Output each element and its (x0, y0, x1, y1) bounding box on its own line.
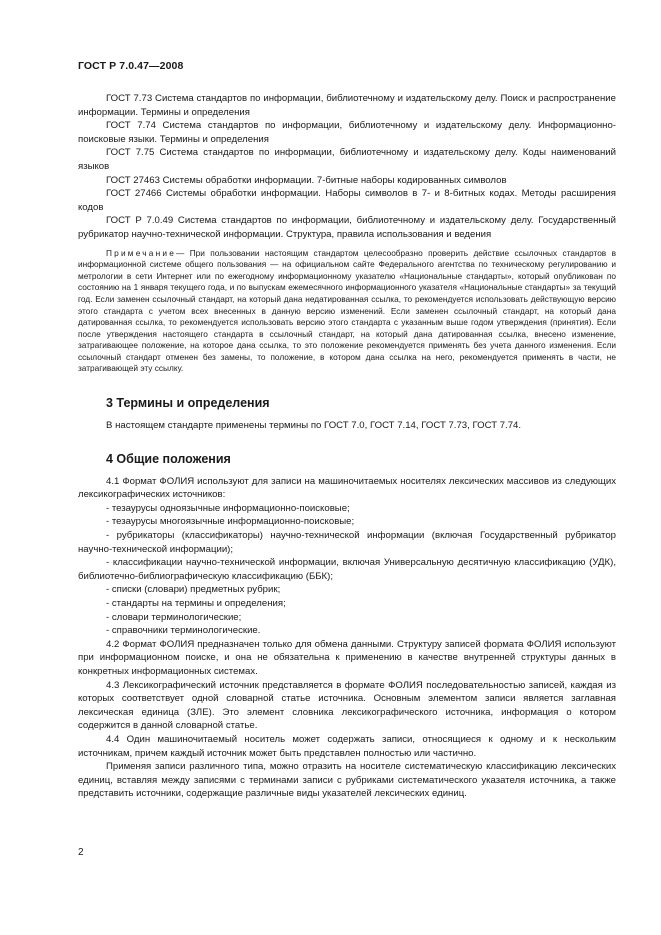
note-label: Примечание (106, 247, 177, 258)
reference-gost-7-73: ГОСТ 7.73 Система стандартов по информации, библиотечному и издательскому делу. Поиск и распространение информации. Термины и определения (78, 93, 616, 118)
clause-4-4: 4.4 Один машиночитаемый носитель может содержать записи, относящиеся к одному и к нескольким источникам, причем каждый источник может быть представлен полностью или частично. (78, 733, 616, 759)
list-item: - списки (словари) предметных рубрик; (106, 584, 281, 596)
section-4-heading: 4 Общие положения (106, 451, 231, 466)
reference-gost-7-74: ГОСТ 7.74 Система стандартов по информации, библиотечному и издательскому делу. Информационно-поисковые языки. Термины и определения (78, 120, 616, 145)
page-header: ГОСТ Р 7.0.47—2008 (78, 60, 184, 72)
section-3-heading: 3 Термины и определения (106, 396, 270, 411)
list-item: - рубрикаторы (классификаторы) научно-технической информации (включая Государственный рубрикатор научно-технической информации); (78, 530, 616, 555)
clause-4-3: 4.3 Лексикографический источник представляется в формате ФОЛИЯ последовательностью записей, каждая из которых соответствует одной словарной статье источника. Основным элементом записи является заглавная лексическая единица (ЗЛЕ). Это элемент словника лексикографического источника, информация о котором содержится в данной словарной статье. (78, 679, 616, 732)
clause-4-1: 4.1 Формат ФОЛИЯ используют для записи на машиночитаемых носителях лексических массивов из следующих лексикографических источников: (78, 475, 616, 501)
page-number: 2 (78, 847, 84, 858)
clause-4-2: 4.2 Формат ФОЛИЯ предназначен только для обмена данными. Структуру записей формата ФОЛИЯ используют при информационном поиске, и она не обязательна к применению в качестве внутренней структуры данных в конкретных информационных системах. (78, 638, 616, 677)
reference-gost-27466: ГОСТ 27466 Системы обработки информации. Наборы символов в 7- и 8-битных кодах. Методы расширения кодов (78, 188, 616, 213)
list-item: - тезаурусы одноязычные информационно-поисковые; (106, 502, 350, 514)
reference-gost-7-75: ГОСТ 7.75 Система стандартов по информации, библиотечному и издательскому делу. Коды наименований языков (78, 147, 616, 172)
clause-4-4-continued: Применяя записи различного типа, можно отразить на носителе систематическую классификацию лексических единиц, вставляя между записями с терминами записи с рубриками систематического указателя источника, а также представить источники, содержащие различные виды указателей лексических единиц. (78, 761, 616, 800)
list-item: - словари терминологические; (106, 611, 242, 623)
list-item: - тезаурусы многоязычные информационно-поисковые; (106, 516, 355, 528)
reference-gost-r-7-0-49: ГОСТ Р 7.0.49 Система стандартов по информации, библиотечному и издательскому делу. Государственный рубрикатор научно-технической информации. Структура, правила использования и ведения (78, 215, 616, 240)
list-item: - справочники терминологические. (106, 625, 261, 637)
list-item: - классификации научно-технической информации, включая Универсальную десятичную классификацию (УДК), библиотечно-библиографическую классификацию (ББК); (78, 557, 616, 582)
list-item: - стандарты на термины и определения; (106, 598, 286, 609)
reference-gost-27463: ГОСТ 27463 Системы обработки информации. 7-битные наборы кодированных символов (106, 174, 507, 186)
note-paragraph (78, 248, 616, 376)
page-content (78, 92, 616, 801)
note-text: — При пользовании настоящим стандартом целесообразно проверить действие ссылочных стандартов в информационной системе общего пользования — на официальном сайте Федерального агентства по техническому регулированию и метрологии в сети Интернет или по ежегодному информационному указателю «Национальные стандарты», который опубликован по состоянию на 1 января текущего года, и по выпускам ежемесячного информационного указателя «Национальные стандарты» за текущий год. Если заменен ссылочный стандарт, на который дана недатированная ссылка, то рекомендуется использовать действующую версию этого стандарта с учетом всех внесенных в данную версию изменений. Если заменен ссылочный стандарт, на который дана датированная ссылка, то рекомендуется использовать версию этого стандарта с указанным выше годом утверждения (принятия). Если после утверждения настоящего стандарта в ссылочный стандарт, на который дана датированная ссылка, внесено изменение, затрагивающее положение, на которое дана ссылка, то это положение рекомендуется применять без учета данного изменения. Если ссылочный стандарт отменен без замены, то положение, в котором дана ссылка на него, рекомендуется применять в части, не затрагивающей эту ссылку. (78, 247, 616, 374)
section-3-text: В настоящем стандарте применены термины по ГОСТ 7.0, ГОСТ 7.14, ГОСТ 7.73, ГОСТ 7.74. (106, 420, 522, 432)
